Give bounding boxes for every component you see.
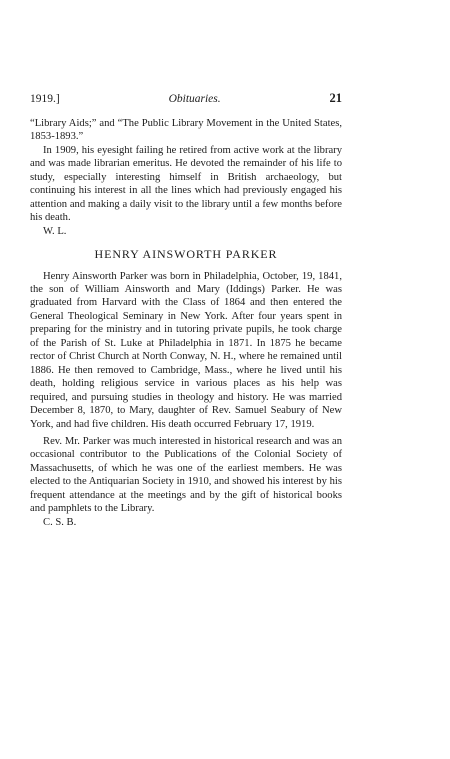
author-signature: C. S. B. (43, 516, 77, 528)
obituary-paragraph: Henry Ainsworth Parker was born in Philadelphia, October, 19, 1841, the son of William Ainsworth and Mary (Iddings) Parker. He was graduated from Harvard with the Class of 1864 and then entered the General Theological Seminary in New York. After four years spent in preparing for the ministry and in tutoring private pupils, he took charge of the Parish of St. Luke at Philadelphia in 1871. In 1875 he became rector of Christ Church at North Conway, N. H., where he remained until 1886. He then removed to Cambridge, Mass., where he lived until his death, holding religious service in various places as his help was required, and pursuing studies in theology and history. He was married December 8, 1870, to Mary, daughter of Rev. Samuel Seabury of New York, and had five children. His death occurred February 17, 1919. (30, 270, 342, 430)
running-title: Obituaries. (168, 93, 221, 105)
obituary-paragraph: Rev. Mr. Parker was much interested in historical research and was an occasional contributor to the Publications of the Colonial Society of Massachusetts, of which he was one of the earliest members. He was elected to the Antiquarian Society in 1910, and showed his interest by his frequent attendance at the meetings and by the gift of historical books and pamphlets to the Library. (30, 435, 342, 515)
page-header (30, 91, 342, 106)
page-body (30, 117, 342, 529)
header-year: 1919.] (30, 93, 60, 105)
obituary-paragraph: In 1909, his eyesight failing he retired from active work at the library and was made librarian emeritus. He devoted the remainder of his life to study, especially interesting himself in British archaeology, but continuing his interest in all the lines which had previously engaged his attention and making a daily visit to the library until a few months before his death. (30, 144, 342, 224)
obituary-heading: HENRY AINSWORTH PARKER (94, 247, 278, 262)
author-signature: W. L. (43, 225, 67, 237)
continued-paragraph: “Library Aids;” and “The Public Library Movement in the United States, 1853-1893.” (30, 118, 342, 143)
page-number: 21 (329, 91, 342, 105)
